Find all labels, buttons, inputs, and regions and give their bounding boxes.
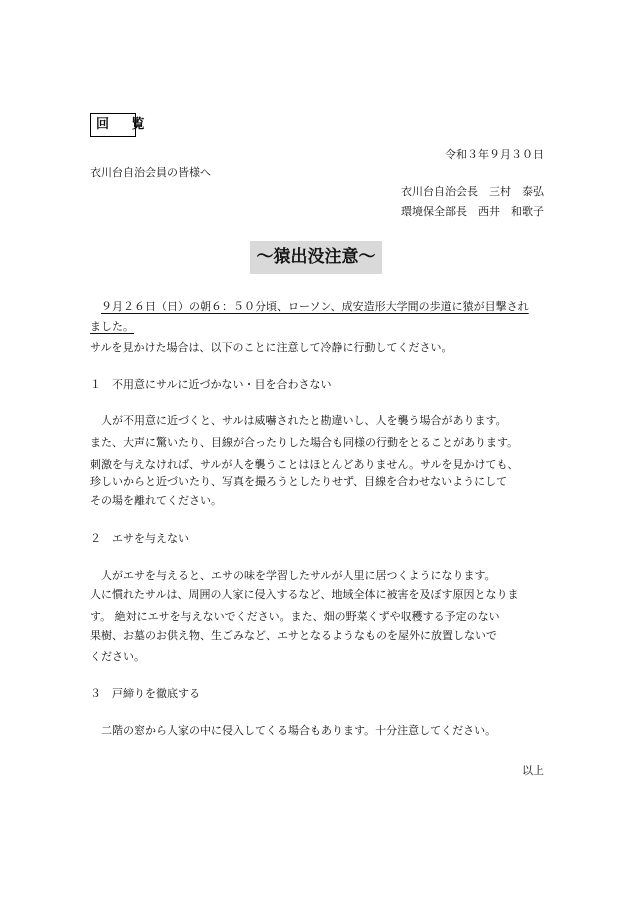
section-heading: ２ エサを与えない xyxy=(90,532,189,545)
section-line: その場を離れてください。 xyxy=(90,494,222,507)
document-date: 令和３年９月３０日 xyxy=(445,148,544,161)
sender-environment-head: 環境保全部長 西井 和歌子 xyxy=(401,205,544,218)
kairan-label: 回 覧 xyxy=(90,113,136,137)
closing: 以上 xyxy=(522,764,544,777)
section-line: 人がエサを与えると、エサの味を学習したサルが人里に居つくようになります。 xyxy=(101,569,496,582)
intro-line-1: ９月２６日（日）の朝６：５０分頃、ローソン、成安造形大学間の歩道に猿が目撃され xyxy=(101,300,529,313)
section-line: 果樹、お墓のお供え物、生ごみなど、エサとなるようなものを屋外に放置しないで xyxy=(90,629,497,642)
sender-chairman: 衣川台自治会長 三村 泰弘 xyxy=(401,185,544,198)
intro-line-2: ました。 xyxy=(90,320,134,333)
section-line: 二階の窓から人家の中に侵入してくる場合もあります。十分注意してください。 xyxy=(101,724,497,737)
section-heading: ３ 戸締りを徹底する xyxy=(90,687,200,700)
section-line: 人が不用意に近づくと、サルは威嚇されたと勘違いし、人を襲う場合があります。 xyxy=(101,414,507,427)
section-line: 珍しいからと近づいたり、写真を撮ろうとしたりせず、目線を合わせないようにして xyxy=(90,475,508,488)
section-line: また、大声に驚いたり、目線が合ったりした場合も同様の行動をとることがあります。 xyxy=(90,436,519,449)
page-title: 〜猿出没注意〜 xyxy=(250,241,382,274)
section-line: す。 絶対にエサを与えないでください。また、畑の野菜くずや収穫する予定のない xyxy=(90,610,500,623)
intro-line-3: サルを見かけた場合は、以下のことに注意して冷静に行動してください。 xyxy=(90,341,453,354)
section-line: ください。 xyxy=(90,650,145,663)
addressee: 衣川台自治会員の皆様へ xyxy=(90,166,211,179)
section-line: 人に慣れたサルは、周囲の人家に侵入するなど、地域全体に被害を及ぼす原因となりま xyxy=(90,588,519,601)
section-line: 刺激を与えなければ、サルが人を襲うことはほとんどありません。サルを見かけても、 xyxy=(90,458,519,471)
section-heading: １ 不用意にサルに近づかない・目を合わさない xyxy=(90,378,332,391)
